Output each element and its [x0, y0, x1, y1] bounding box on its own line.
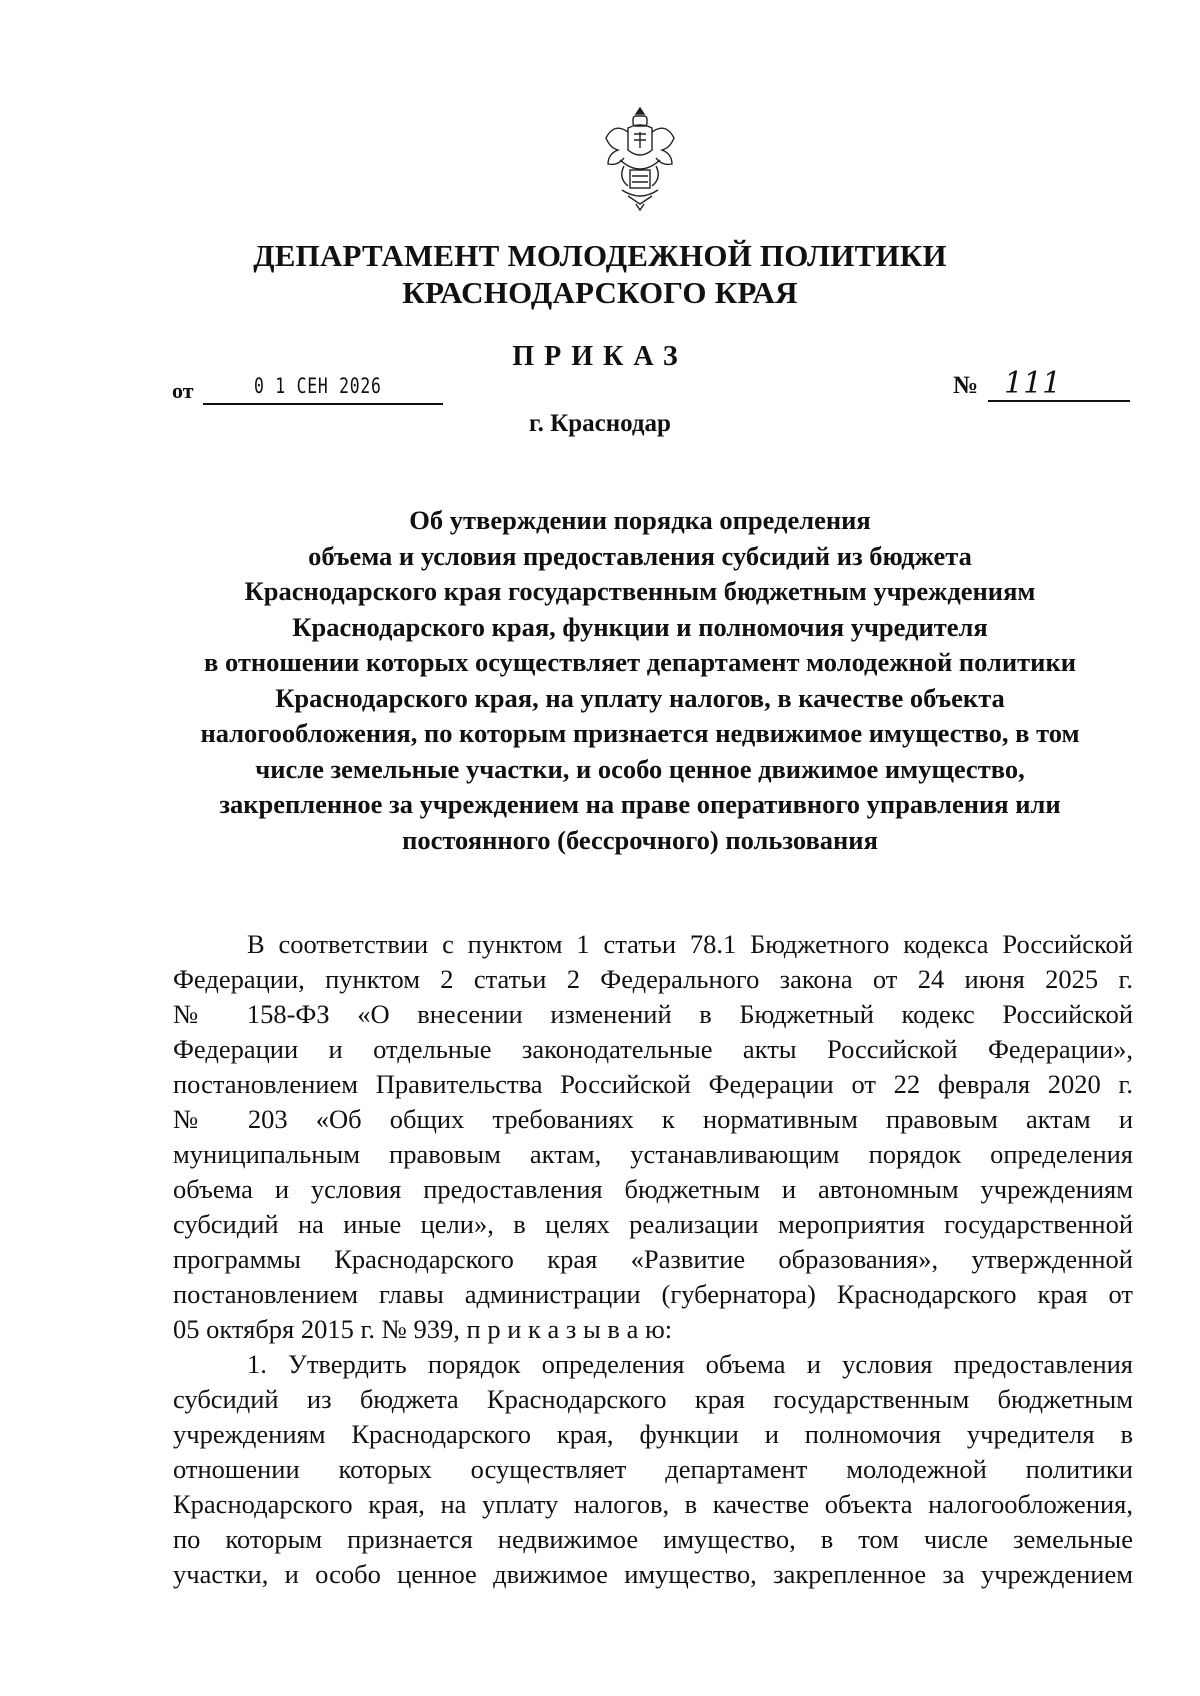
body-line: Краснодарского края, на уплату налогов, в качестве объекта налогообложения, [173, 1489, 1133, 1519]
body-line: субсидий из бюджета Краснодарского края государственным бюджетным [173, 1384, 1133, 1414]
body-line: отношении которых осуществляет департамент молодежной политики [173, 1454, 1133, 1484]
body-line: программы Краснодарского края «Развитие образования», утвержденной [173, 1244, 1133, 1274]
title-line: объема и условия предоставления субсидий из бюджета [308, 540, 972, 571]
document-body [173, 927, 1133, 1592]
body-line: 1. Утвердить порядок определения объема и условия предоставления [247, 1349, 1133, 1379]
body-line: № 158-ФЗ «О внесении изменений в Бюджетный кодекс Российской [173, 999, 1133, 1029]
date-stamp: 0 1 СЕН 2026 [254, 374, 382, 398]
body-line: объема и условия предоставления бюджетным и автономным учреждениям [173, 1174, 1133, 1204]
number-handwritten: 111 [1004, 366, 1062, 401]
title-line: налогообложения, по которым признается недвижимое имущество, в том [200, 718, 1080, 748]
number-label: № [953, 372, 979, 399]
title-line: Об утверждении порядка определения [409, 505, 871, 535]
body-line: постановлением Правительства Российской Федерации от 22 февраля 2020 г. [173, 1069, 1133, 1099]
date-underline [203, 403, 443, 405]
body-line: постановлением главы администрации (губернатора) Краснодарского края от [173, 1279, 1133, 1309]
title-line: закрепленное за учреждением на праве оперативного управления или [219, 789, 1061, 819]
body-line: Федерации, пунктом 2 статьи 2 Федерального закона от 24 июня 2025 г. [173, 964, 1133, 994]
body-line: 05 октября 2015 г. № 939, п р и к а з ы в а ю: [173, 1314, 673, 1344]
coat-of-arms-emblem [598, 104, 682, 214]
department-name-line1: ДЕПАРТАМЕНТ МОЛОДЕЖНОЙ ПОЛИТИКИ [253, 238, 947, 273]
body-line: учреждениям Краснодарского края, функции и полномочия учредителя в [173, 1419, 1133, 1449]
body-line: № 203 «Об общих требованиях к нормативным правовым актам и [173, 1104, 1133, 1134]
document-title [160, 503, 1120, 858]
body-line: участки, и особо ценное движимое имущество, закрепленное за учреждением [173, 1559, 1133, 1589]
title-line: числе земельные участки, и особо ценное движимое имущество, [255, 753, 1025, 784]
title-line: Краснодарского края государственным бюджетным учреждениям [244, 576, 1036, 606]
body-line: Федерации и отдельные законодательные акты Российской Федерации», [173, 1034, 1133, 1064]
date-label: от [172, 378, 194, 403]
department-name-line2: КРАСНОДАРСКОГО КРАЯ [402, 275, 798, 310]
title-line: Краснодарского края, функции и полномочия учредителя [292, 611, 988, 642]
body-line: субсидий на иные цели», в целях реализации мероприятия государственной [173, 1209, 1133, 1239]
title-line: постоянного (бессрочного) пользования [402, 824, 878, 855]
body-line: В соответствии с пунктом 1 статьи 78.1 Бюджетного кодекса Российской [247, 929, 1133, 959]
body-line: муниципальным правовым актам, устанавливающим порядок определения [173, 1139, 1133, 1169]
body-line: по которым признается недвижимое имущество, в том числе земельные [173, 1524, 1133, 1554]
title-line: Краснодарского края, на уплату налогов, в качестве объекта [275, 682, 1005, 713]
document-type: ПРИКАЗ [512, 341, 688, 372]
city: г. Краснодар [529, 410, 671, 437]
title-line: в отношении которых осуществляет департамент молодежной политики [204, 647, 1076, 677]
